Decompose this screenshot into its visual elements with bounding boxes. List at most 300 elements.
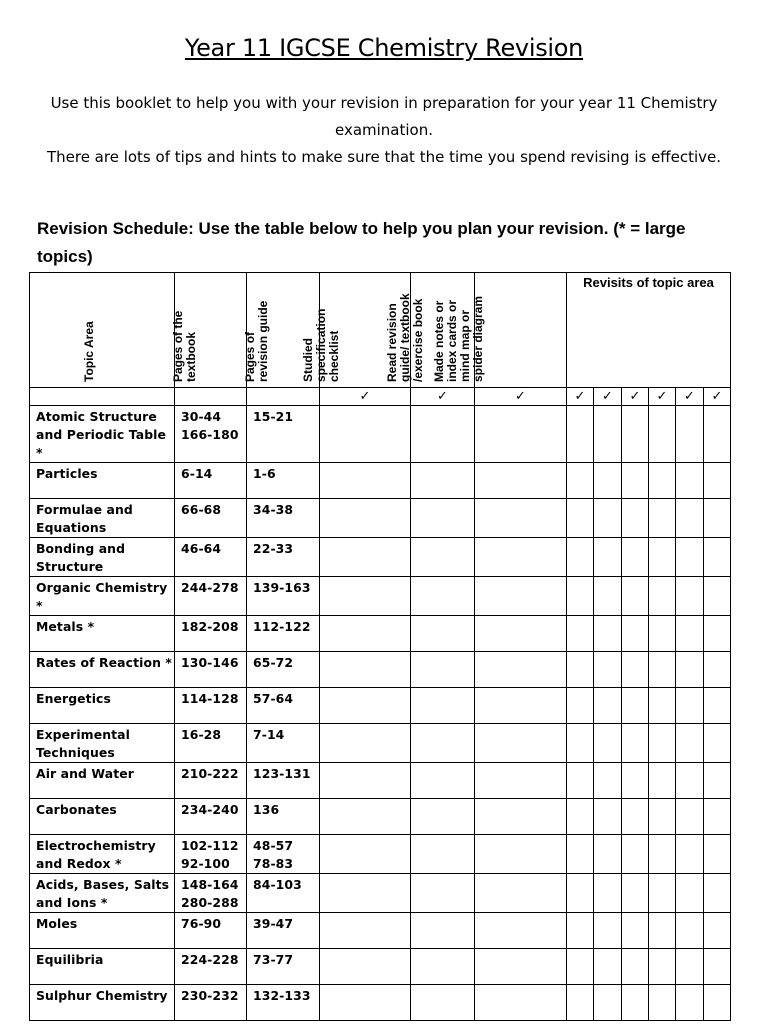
notes-check-cell[interactable] — [475, 985, 567, 1021]
header-line: Studied — [301, 338, 315, 382]
header-topic-label: Topic Area — [82, 321, 96, 382]
revisit-5-cell[interactable] — [676, 763, 704, 799]
textbook-pages-cell-text — [175, 985, 246, 1005]
revisit-2-cell[interactable] — [594, 652, 622, 688]
table-row — [30, 577, 731, 616]
revisit-5-cell[interactable] — [676, 799, 704, 835]
topic-cell — [30, 652, 175, 688]
guide-pages-cell — [247, 724, 320, 763]
topic-cell — [30, 577, 175, 616]
textbook-pages-cell-text — [175, 577, 246, 597]
notes-check-cell[interactable] — [475, 799, 567, 835]
textbook-pages-cell-line: 6-14 — [181, 466, 213, 481]
textbook-pages-cell — [175, 577, 247, 616]
topic-cell-line: Techniques — [36, 745, 115, 760]
textbook-pages-cell-line: 166-180 — [181, 427, 239, 442]
notes-check-cell[interactable] — [475, 463, 567, 499]
guide-pages-cell-line: 139-163 — [253, 580, 311, 595]
guide-pages-cell — [247, 688, 320, 724]
topic-cell-line: Electrochemistry — [36, 838, 156, 853]
guide-pages-cell-text — [247, 985, 319, 1005]
topic-cell — [30, 499, 175, 538]
notes-check-cell[interactable] — [475, 499, 567, 538]
read-check-cell[interactable] — [411, 577, 475, 616]
spec-check-cell[interactable] — [320, 724, 411, 763]
textbook-pages-cell-text — [175, 538, 246, 558]
revisit-1-cell[interactable] — [567, 577, 594, 616]
guide-pages-cell-line: 57-64 — [253, 691, 294, 706]
tick-revisit-1: ✓ — [567, 388, 594, 406]
table-row — [30, 538, 731, 577]
revisit-4-cell[interactable] — [649, 763, 676, 799]
topic-cell-line: Metals * — [36, 619, 95, 634]
topic-cell-text — [30, 616, 174, 636]
topic-cell-line: Energetics — [36, 691, 111, 706]
guide-pages-cell — [247, 538, 320, 577]
revisit-6-cell[interactable] — [704, 724, 731, 763]
tick-row — [30, 388, 731, 406]
revisit-2-cell[interactable] — [594, 463, 622, 499]
textbook-pages-cell — [175, 724, 247, 763]
spec-check-cell[interactable] — [320, 463, 411, 499]
notes-check-cell[interactable] — [475, 406, 567, 463]
read-check-cell[interactable] — [411, 763, 475, 799]
guide-pages-cell-text — [247, 913, 319, 933]
revisit-1-cell[interactable] — [567, 985, 594, 1021]
topic-cell — [30, 463, 175, 499]
table-row — [30, 799, 731, 835]
guide-pages-cell-line: 39-47 — [253, 916, 294, 931]
textbook-pages-cell-line: 280-288 — [181, 895, 239, 910]
revisit-1-cell[interactable] — [567, 763, 594, 799]
revisit-2-cell[interactable] — [594, 616, 622, 652]
revisit-5-cell[interactable] — [676, 949, 704, 985]
guide-pages-cell-line: 34-38 — [253, 502, 294, 517]
textbook-pages-cell-text — [175, 499, 246, 519]
notes-check-cell[interactable] — [475, 913, 567, 949]
revisit-1-cell[interactable] — [567, 688, 594, 724]
revisit-1-cell[interactable] — [567, 874, 594, 913]
read-check-cell[interactable] — [411, 652, 475, 688]
revisit-3-cell[interactable] — [622, 463, 649, 499]
revisit-3-cell[interactable] — [622, 763, 649, 799]
revisit-6-cell[interactable] — [704, 763, 731, 799]
revisit-3-cell[interactable] — [622, 799, 649, 835]
spec-check-cell[interactable] — [320, 835, 411, 874]
revisit-5-cell[interactable] — [676, 406, 704, 463]
revisit-3-cell[interactable] — [622, 835, 649, 874]
revisit-4-cell[interactable] — [649, 874, 676, 913]
topic-cell-line: and Redox * — [36, 856, 122, 871]
spec-check-cell[interactable] — [320, 538, 411, 577]
guide-pages-cell-line: 15-21 — [253, 409, 294, 424]
revisit-1-cell[interactable] — [567, 499, 594, 538]
topic-cell-line: and Ions * — [36, 895, 108, 910]
topic-cell — [30, 724, 175, 763]
revisit-3-cell[interactable] — [622, 652, 649, 688]
textbook-pages-cell-line: 76-90 — [181, 916, 222, 931]
textbook-pages-cell — [175, 652, 247, 688]
topic-cell-text — [30, 835, 174, 873]
guide-pages-cell — [247, 949, 320, 985]
topic-cell-text — [30, 763, 174, 783]
revisit-3-cell[interactable] — [622, 724, 649, 763]
textbook-pages-cell — [175, 874, 247, 913]
header-line: checklist — [327, 330, 341, 382]
read-check-cell[interactable] — [411, 835, 475, 874]
revisit-1-cell[interactable] — [567, 835, 594, 874]
guide-pages-cell-text — [247, 406, 319, 426]
textbook-pages-cell-text — [175, 616, 246, 636]
guide-pages-cell-line: 7-14 — [253, 727, 285, 742]
table-row — [30, 985, 731, 1021]
topic-cell-text — [30, 538, 174, 576]
revisit-5-cell[interactable] — [676, 652, 704, 688]
revisit-5-cell[interactable] — [676, 463, 704, 499]
revisit-6-cell[interactable] — [704, 463, 731, 499]
revisit-2-cell[interactable] — [594, 949, 622, 985]
textbook-pages-cell — [175, 799, 247, 835]
notes-check-cell[interactable] — [475, 577, 567, 616]
tick-revisit-4: ✓ — [649, 388, 676, 406]
textbook-pages-cell — [175, 406, 247, 463]
revisit-3-cell[interactable] — [622, 406, 649, 463]
revisit-5-cell[interactable] — [676, 985, 704, 1021]
revisit-3-cell[interactable] — [622, 499, 649, 538]
topic-cell-text — [30, 688, 174, 708]
revisit-3-cell[interactable] — [622, 913, 649, 949]
tick-read: ✓ — [411, 388, 475, 406]
textbook-pages-cell — [175, 763, 247, 799]
guide-pages-cell-text — [247, 688, 319, 708]
revisit-4-cell[interactable] — [649, 985, 676, 1021]
guide-pages-cell — [247, 616, 320, 652]
guide-pages-cell — [247, 463, 320, 499]
topic-cell-text — [30, 499, 174, 537]
revisit-5-cell[interactable] — [676, 874, 704, 913]
revisit-6-cell[interactable] — [704, 799, 731, 835]
textbook-pages-cell-text — [175, 724, 246, 744]
revisit-2-cell[interactable] — [594, 835, 622, 874]
revisit-5-cell[interactable] — [676, 688, 704, 724]
revision-schedule-table — [29, 272, 731, 1021]
notes-check-cell[interactable] — [475, 616, 567, 652]
revisit-2-cell[interactable] — [594, 499, 622, 538]
revisit-3-cell[interactable] — [622, 538, 649, 577]
textbook-pages-cell — [175, 949, 247, 985]
revisit-6-cell[interactable] — [704, 913, 731, 949]
notes-check-cell[interactable] — [475, 835, 567, 874]
revisit-4-cell[interactable] — [649, 949, 676, 985]
page-title: Year 11 IGCSE Chemistry Revision — [184, 34, 584, 62]
revisit-2-cell[interactable] — [594, 577, 622, 616]
revisit-1-cell[interactable] — [567, 538, 594, 577]
read-check-cell[interactable] — [411, 688, 475, 724]
spec-check-cell[interactable] — [320, 799, 411, 835]
revisit-6-cell[interactable] — [704, 985, 731, 1021]
topic-cell — [30, 763, 175, 799]
header-line: revision guide — [256, 300, 270, 382]
revisit-6-cell[interactable] — [704, 616, 731, 652]
read-check-cell[interactable] — [411, 985, 475, 1021]
textbook-pages-cell-text — [175, 913, 246, 933]
spec-check-cell[interactable] — [320, 985, 411, 1021]
revisit-5-cell[interactable] — [676, 538, 704, 577]
textbook-pages-cell-text — [175, 463, 246, 483]
textbook-pages-cell-line: 114-128 — [181, 691, 239, 706]
textbook-pages-cell-text — [175, 874, 246, 912]
header-line: Made notes or — [431, 300, 446, 382]
spec-check-cell[interactable] — [320, 913, 411, 949]
intro-line-2: There are lots of tips and hints to make sure that the time you spend revising is effective. — [46, 148, 722, 166]
guide-pages-cell — [247, 835, 320, 874]
spec-check-cell[interactable] — [320, 763, 411, 799]
textbook-pages-cell — [175, 616, 247, 652]
guide-pages-cell-text — [247, 463, 319, 483]
topic-cell-line: Equations — [36, 520, 107, 535]
header-line: spider diagram — [470, 295, 485, 382]
header-notes — [431, 273, 567, 388]
read-check-cell[interactable] — [411, 799, 475, 835]
spec-check-cell[interactable] — [320, 874, 411, 913]
revisit-4-cell[interactable] — [649, 616, 676, 652]
table-row — [30, 652, 731, 688]
revisit-6-cell[interactable] — [704, 688, 731, 724]
guide-pages-cell-line: 132-133 — [253, 988, 311, 1003]
revisit-2-cell[interactable] — [594, 538, 622, 577]
revisit-5-cell[interactable] — [676, 913, 704, 949]
revisit-6-cell[interactable] — [704, 499, 731, 538]
tick-revisit-6: ✓ — [704, 388, 731, 406]
tick-notes: ✓ — [475, 388, 567, 406]
header-line: /exercise book — [410, 298, 425, 382]
textbook-pages-cell-text — [175, 799, 246, 819]
topic-cell-text — [30, 949, 174, 969]
guide-pages-cell — [247, 577, 320, 616]
topic-cell-text — [30, 874, 174, 912]
notes-check-cell[interactable] — [475, 763, 567, 799]
revisit-5-cell[interactable] — [676, 577, 704, 616]
revisit-6-cell[interactable] — [704, 874, 731, 913]
textbook-pages-cell-line: 230-232 — [181, 988, 239, 1003]
table-row — [30, 499, 731, 538]
revisit-6-cell[interactable] — [704, 406, 731, 463]
revisit-6-cell[interactable] — [704, 577, 731, 616]
revisit-6-cell[interactable] — [704, 538, 731, 577]
read-check-cell[interactable] — [411, 463, 475, 499]
topic-cell-text — [30, 985, 174, 1005]
revisit-4-cell[interactable] — [649, 577, 676, 616]
read-check-cell[interactable] — [411, 724, 475, 763]
textbook-pages-cell-text — [175, 835, 246, 873]
textbook-pages-cell-line: 46-64 — [181, 541, 222, 556]
header-guide-label — [244, 301, 270, 382]
revisit-2-cell[interactable] — [594, 985, 622, 1021]
textbook-pages-cell — [175, 463, 247, 499]
tick-revisit-2: ✓ — [594, 388, 622, 406]
spec-check-cell[interactable] — [320, 406, 411, 463]
revisit-3-cell[interactable] — [622, 577, 649, 616]
guide-pages-cell-text — [247, 949, 319, 969]
notes-check-cell[interactable] — [475, 538, 567, 577]
revisit-5-cell[interactable] — [676, 499, 704, 538]
spec-check-cell[interactable] — [320, 499, 411, 538]
revisit-4-cell[interactable] — [649, 463, 676, 499]
revisit-6-cell[interactable] — [704, 652, 731, 688]
revisit-2-cell[interactable] — [594, 799, 622, 835]
header-line: Pages of the — [170, 310, 185, 382]
textbook-pages-cell-text — [175, 688, 246, 708]
topic-cell-line: Moles — [36, 916, 78, 931]
textbook-pages-cell-line: 148-164 — [181, 877, 239, 892]
tick-cell-empty — [30, 388, 175, 406]
header-line: mind map or — [457, 309, 472, 382]
revisit-1-cell[interactable] — [567, 652, 594, 688]
revisit-3-cell[interactable] — [622, 616, 649, 652]
topic-cell-text — [30, 913, 174, 933]
read-check-cell[interactable] — [411, 949, 475, 985]
notes-check-cell[interactable] — [475, 874, 567, 913]
revisit-5-cell[interactable] — [676, 724, 704, 763]
topic-cell — [30, 985, 175, 1021]
revisit-2-cell[interactable] — [594, 763, 622, 799]
guide-pages-cell-line: 136 — [253, 802, 280, 817]
revisit-4-cell[interactable] — [649, 724, 676, 763]
revisit-1-cell[interactable] — [567, 913, 594, 949]
revisit-4-cell[interactable] — [649, 652, 676, 688]
revisit-4-cell[interactable] — [649, 913, 676, 949]
notes-check-cell[interactable] — [475, 688, 567, 724]
textbook-pages-cell — [175, 985, 247, 1021]
revisit-1-cell[interactable] — [567, 799, 594, 835]
topic-cell — [30, 913, 175, 949]
guide-pages-cell-text — [247, 577, 319, 597]
spec-check-cell[interactable] — [320, 616, 411, 652]
header-revisits: Revisits of topic area — [567, 273, 731, 388]
revisit-4-cell[interactable] — [649, 406, 676, 463]
revisit-1-cell[interactable] — [567, 406, 594, 463]
guide-pages-cell-text — [247, 616, 319, 636]
topic-cell-line: Particles — [36, 466, 98, 481]
read-check-cell[interactable] — [411, 616, 475, 652]
revisit-2-cell[interactable] — [594, 724, 622, 763]
revisit-4-cell[interactable] — [649, 799, 676, 835]
textbook-pages-cell-text — [175, 406, 246, 444]
revisit-2-cell[interactable] — [594, 406, 622, 463]
guide-pages-cell-line: 112-122 — [253, 619, 311, 634]
revisit-3-cell[interactable] — [622, 688, 649, 724]
guide-pages-cell-line: 48-57 — [253, 838, 294, 853]
topic-cell-line: Bonding and — [36, 541, 126, 556]
revisit-2-cell[interactable] — [594, 688, 622, 724]
revisit-4-cell[interactable] — [649, 499, 676, 538]
spec-check-cell[interactable] — [320, 688, 411, 724]
topic-cell-line: Structure — [36, 559, 104, 574]
revisit-1-cell[interactable] — [567, 463, 594, 499]
textbook-pages-cell-line: 210-222 — [181, 766, 239, 781]
spec-check-cell[interactable] — [320, 949, 411, 985]
guide-pages-cell-text — [247, 652, 319, 672]
revisit-4-cell[interactable] — [649, 688, 676, 724]
revisit-1-cell[interactable] — [567, 724, 594, 763]
revisit-1-cell[interactable] — [567, 616, 594, 652]
guide-pages-cell-line: 1-6 — [253, 466, 276, 481]
notes-check-cell[interactable] — [475, 949, 567, 985]
textbook-pages-cell-line: 224-228 — [181, 952, 239, 967]
header-line: guide/ textbook — [397, 293, 412, 382]
revisit-4-cell[interactable] — [649, 538, 676, 577]
guide-pages-cell-text — [247, 499, 319, 519]
revisit-6-cell[interactable] — [704, 949, 731, 985]
header-line: Read revision — [384, 303, 399, 382]
table-row — [30, 913, 731, 949]
textbook-pages-cell-line: 182-208 — [181, 619, 239, 634]
revisit-5-cell[interactable] — [676, 835, 704, 874]
revisit-4-cell[interactable] — [649, 835, 676, 874]
read-check-cell[interactable] — [411, 499, 475, 538]
topic-cell — [30, 874, 175, 913]
textbook-pages-cell-line: 66-68 — [181, 502, 222, 517]
topic-cell — [30, 538, 175, 577]
intro-line-1: Use this booklet to help you with your revision in preparation for your year 11 Chemistry examination. — [50, 94, 718, 139]
topic-cell-line: Acids, Bases, Salts — [36, 877, 170, 892]
spec-check-cell[interactable] — [320, 652, 411, 688]
guide-pages-cell-text — [247, 724, 319, 744]
header-read-label — [386, 293, 425, 382]
guide-pages-cell-text — [247, 835, 319, 873]
table-row — [30, 763, 731, 799]
guide-pages-cell — [247, 406, 320, 463]
table-row — [30, 835, 731, 874]
revisit-2-cell[interactable] — [594, 913, 622, 949]
topic-cell — [30, 949, 175, 985]
revisit-3-cell[interactable] — [622, 874, 649, 913]
revisit-6-cell[interactable] — [704, 835, 731, 874]
textbook-pages-cell-line: 244-278 — [181, 580, 239, 595]
revisit-2-cell[interactable] — [594, 874, 622, 913]
topic-cell-text — [30, 799, 174, 819]
table-row — [30, 463, 731, 499]
spec-check-cell[interactable] — [320, 577, 411, 616]
guide-pages-cell-text — [247, 763, 319, 783]
textbook-pages-cell-line: 234-240 — [181, 802, 239, 817]
revisit-3-cell[interactable] — [622, 949, 649, 985]
topic-cell-line: and Periodic Table * — [36, 427, 167, 460]
table-row — [30, 724, 731, 763]
guide-pages-cell — [247, 499, 320, 538]
read-check-cell[interactable] — [411, 874, 475, 913]
textbook-pages-cell-text — [175, 763, 246, 783]
topic-cell-text — [30, 724, 174, 762]
topic-cell-line: Formulae and — [36, 502, 133, 517]
read-check-cell[interactable] — [411, 406, 475, 463]
notes-check-cell[interactable] — [475, 724, 567, 763]
revisit-5-cell[interactable] — [676, 616, 704, 652]
notes-check-cell[interactable] — [475, 652, 567, 688]
textbook-pages-cell — [175, 835, 247, 874]
topic-cell-text — [30, 652, 174, 672]
read-check-cell[interactable] — [411, 913, 475, 949]
revisit-3-cell[interactable] — [622, 985, 649, 1021]
textbook-pages-cell-line: 30-44 — [181, 409, 222, 424]
guide-pages-cell — [247, 985, 320, 1021]
topic-cell — [30, 835, 175, 874]
topic-cell — [30, 688, 175, 724]
textbook-pages-cell-line: 130-146 — [181, 655, 239, 670]
topic-cell-text — [30, 406, 174, 462]
read-check-cell[interactable] — [411, 538, 475, 577]
revisit-1-cell[interactable] — [567, 949, 594, 985]
